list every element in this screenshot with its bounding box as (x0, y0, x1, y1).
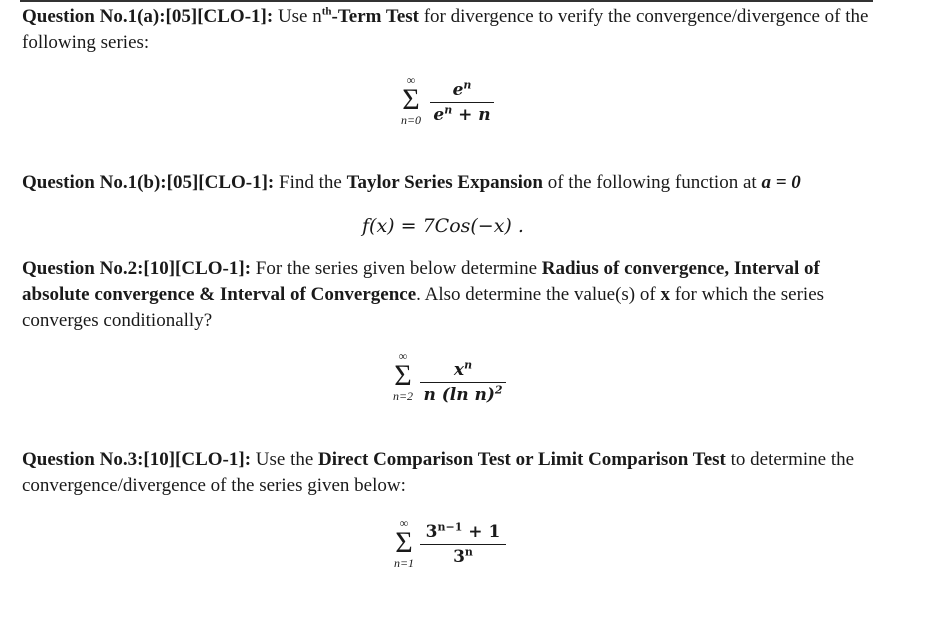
fraction-q3: $3^{n-1} + 1$ 3$^n$ (420, 522, 506, 567)
top-rule (20, 0, 873, 2)
fraction-q1a: $e^n$ $e^n + n$ (430, 80, 494, 125)
question-label: Question No.1(b):[05][CLO-1]: (22, 172, 275, 193)
point-a: a = 0 (761, 172, 801, 193)
question-bold: -Term Test (331, 6, 419, 27)
question-bold: Taylor Series Expansion (346, 172, 543, 193)
question-text: Use n (273, 6, 322, 27)
sigma-q2: ∞ Σ n=2 (392, 349, 414, 403)
sigma-q1a: ∞ Σ n=0 (400, 73, 422, 127)
question-1a: Question No.1(a):[05][CLO-1]: Use $n^{th}$-Term Test for divergence to verify the convergence/divergence of the following series: (22, 5, 869, 53)
question-bold: Direct Comparison Test or Limit Comparison Test (318, 449, 726, 470)
question-label: Question No.2:[10][CLO-1]: (22, 258, 252, 279)
fraction-q2: $x^n$ n (ln n)$^2$ (420, 360, 506, 405)
question-label: Question No.3:[10][CLO-1]: (22, 449, 252, 470)
question-text: for divergence to verify the convergence/divergence of the following series: (22, 6, 869, 53)
question-1b: Question No.1(b):[05][CLO-1]: Find the Taylor Series Expansion of the following function at a = 0 (22, 172, 801, 193)
function-expression: f(x) = 7Cos(−x) . (362, 215, 524, 237)
question-bold: Radius of convergence, Interval of absolute convergence & Interval of Convergence (22, 258, 820, 305)
question-3: Question No.3:[10][CLO-1]: Use the Direct Comparison Test or Limit Comparison Test to determine the convergence/divergence of the series given below: (22, 449, 855, 496)
question-label: Question No.1(a):[05][CLO-1]: (22, 6, 274, 27)
sigma-q3: ∞ Σ n=1 (393, 516, 415, 570)
question-2: Question No.2:[10][CLO-1]: For the series given below determine Radius of convergence, Interval of absolute convergence & Interval of Convergence. Also determine the value(s) of x for which the series converges conditionally? (22, 258, 825, 331)
